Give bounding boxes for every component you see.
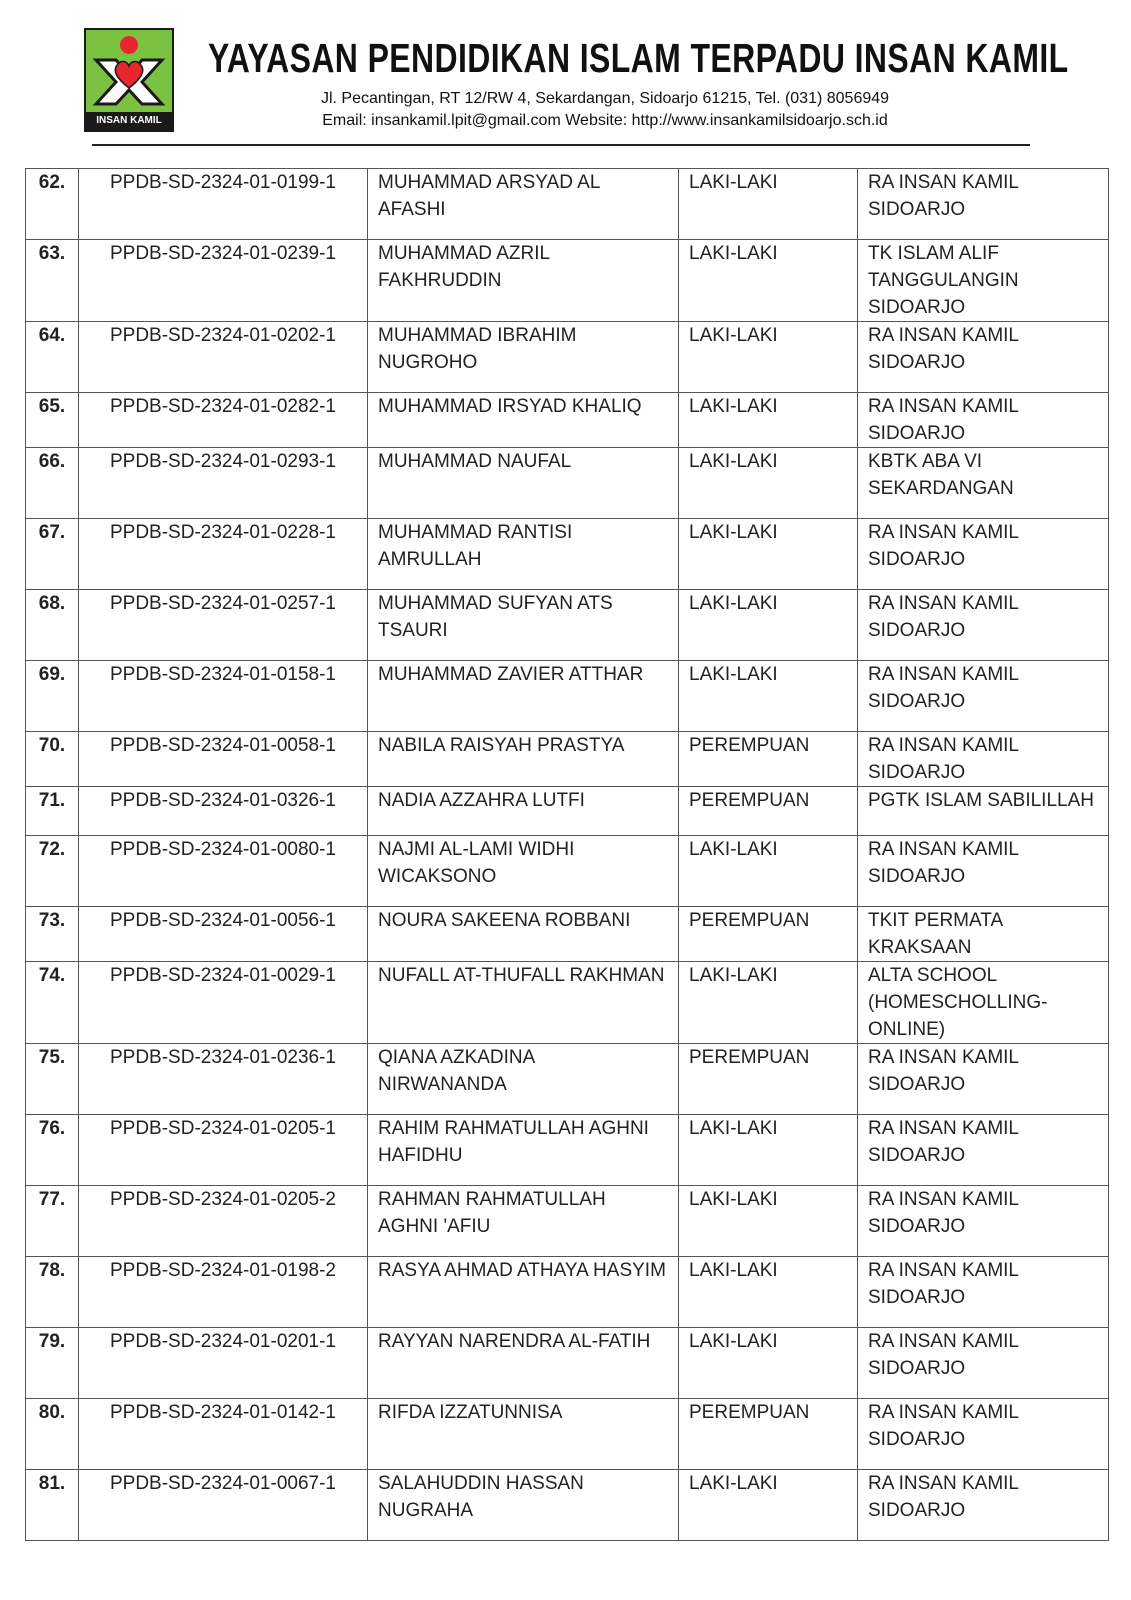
previous-school: RA INSAN KAMIL SIDOARJO bbox=[858, 1470, 1109, 1541]
student-name: MUHAMMAD IBRAHIM NUGROHO bbox=[368, 322, 679, 393]
table-row bbox=[26, 240, 1109, 322]
row-number: 80. bbox=[26, 1399, 79, 1470]
logo-caption: INSAN KAMIL bbox=[86, 112, 172, 130]
table-row bbox=[26, 322, 1109, 393]
previous-school: ALTA SCHOOL (HOMESCHOLLING-ONLINE) bbox=[858, 962, 1109, 1044]
student-gender: PEREMPUAN bbox=[679, 1399, 858, 1470]
registration-number: PPDB-SD-2324-01-0236-1 bbox=[79, 1044, 368, 1115]
row-number: 72. bbox=[26, 836, 79, 907]
registration-number: PPDB-SD-2324-01-0158-1 bbox=[79, 661, 368, 732]
student-name: RIFDA IZZATUNNISA bbox=[368, 1399, 679, 1470]
registration-number: PPDB-SD-2324-01-0199-1 bbox=[79, 169, 368, 240]
registration-number: PPDB-SD-2324-01-0202-1 bbox=[79, 322, 368, 393]
student-name: QIANA AZKADINA NIRWANANDA bbox=[368, 1044, 679, 1115]
previous-school: RA INSAN KAMIL SIDOARJO bbox=[858, 519, 1109, 590]
student-name: NUFALL AT-THUFALL RAKHMAN bbox=[368, 962, 679, 1044]
table-row bbox=[26, 836, 1109, 907]
registration-number: PPDB-SD-2324-01-0198-2 bbox=[79, 1257, 368, 1328]
student-name: MUHAMMAD SUFYAN ATS TSAURI bbox=[368, 590, 679, 661]
row-number: 63. bbox=[26, 240, 79, 322]
table-row bbox=[26, 732, 1109, 787]
table-row bbox=[26, 1470, 1109, 1541]
row-number: 81. bbox=[26, 1470, 79, 1541]
student-gender: LAKI-LAKI bbox=[679, 590, 858, 661]
registration-number: PPDB-SD-2324-01-0239-1 bbox=[79, 240, 368, 322]
previous-school: RA INSAN KAMIL SIDOARJO bbox=[858, 590, 1109, 661]
student-gender: LAKI-LAKI bbox=[679, 1470, 858, 1541]
student-name: RAHMAN RAHMATULLAH AGHNI 'AFIU bbox=[368, 1186, 679, 1257]
registration-number: PPDB-SD-2324-01-0228-1 bbox=[79, 519, 368, 590]
table-row bbox=[26, 1186, 1109, 1257]
row-number: 67. bbox=[26, 519, 79, 590]
previous-school: RA INSAN KAMIL SIDOARJO bbox=[858, 1257, 1109, 1328]
registration-number: PPDB-SD-2324-01-0326-1 bbox=[79, 787, 368, 836]
student-gender: LAKI-LAKI bbox=[679, 519, 858, 590]
letterhead bbox=[0, 0, 1131, 150]
student-gender: LAKI-LAKI bbox=[679, 1115, 858, 1186]
row-number: 75. bbox=[26, 1044, 79, 1115]
row-number: 64. bbox=[26, 322, 79, 393]
row-number: 68. bbox=[26, 590, 79, 661]
student-gender: LAKI-LAKI bbox=[679, 448, 858, 519]
registration-number: PPDB-SD-2324-01-0257-1 bbox=[79, 590, 368, 661]
previous-school: RA INSAN KAMIL SIDOARJO bbox=[858, 1399, 1109, 1470]
previous-school: RA INSAN KAMIL SIDOARJO bbox=[858, 732, 1109, 787]
student-name: RAYYAN NARENDRA AL-FATIH bbox=[368, 1328, 679, 1399]
organization-name: YAYASAN PENDIDIKAN ISLAM TERPADU INSAN KAMIL bbox=[208, 35, 1069, 81]
row-number: 74. bbox=[26, 962, 79, 1044]
row-number: 70. bbox=[26, 732, 79, 787]
student-name: NOURA SAKEENA ROBBANI bbox=[368, 907, 679, 962]
student-gender: LAKI-LAKI bbox=[679, 836, 858, 907]
student-gender: LAKI-LAKI bbox=[679, 1257, 858, 1328]
previous-school: RA INSAN KAMIL SIDOARJO bbox=[858, 322, 1109, 393]
table-row bbox=[26, 1399, 1109, 1470]
registration-number: PPDB-SD-2324-01-0282-1 bbox=[79, 393, 368, 448]
student-name: RASYA AHMAD ATHAYA HASYIM bbox=[368, 1257, 679, 1328]
previous-school: TKIT PERMATA KRAKSAAN bbox=[858, 907, 1109, 962]
table-row bbox=[26, 169, 1109, 240]
table-row bbox=[26, 787, 1109, 836]
student-gender: LAKI-LAKI bbox=[679, 1328, 858, 1399]
table-row bbox=[26, 1044, 1109, 1115]
previous-school: PGTK ISLAM SABILILLAH bbox=[858, 787, 1109, 836]
table-row bbox=[26, 1115, 1109, 1186]
registration-number: PPDB-SD-2324-01-0080-1 bbox=[79, 836, 368, 907]
row-number: 77. bbox=[26, 1186, 79, 1257]
registration-number: PPDB-SD-2324-01-0142-1 bbox=[79, 1399, 368, 1470]
registration-number: PPDB-SD-2324-01-0205-2 bbox=[79, 1186, 368, 1257]
registration-number: PPDB-SD-2324-01-0293-1 bbox=[79, 448, 368, 519]
student-name: MUHAMMAD ZAVIER ATTHAR bbox=[368, 661, 679, 732]
registration-number: PPDB-SD-2324-01-0029-1 bbox=[79, 962, 368, 1044]
row-number: 78. bbox=[26, 1257, 79, 1328]
student-gender: LAKI-LAKI bbox=[679, 240, 858, 322]
student-gender: LAKI-LAKI bbox=[679, 393, 858, 448]
student-roster-table bbox=[25, 168, 1109, 1541]
previous-school: KBTK ABA VI SEKARDANGAN bbox=[858, 448, 1109, 519]
logo-emblem-icon bbox=[86, 30, 172, 112]
student-name: MUHAMMAD RANTISI AMRULLAH bbox=[368, 519, 679, 590]
student-gender: LAKI-LAKI bbox=[679, 1186, 858, 1257]
student-name: MUHAMMAD ARSYAD AL AFASHI bbox=[368, 169, 679, 240]
contact-line: Email: insankamil.lpit@gmail.com Website: http://www.insankamilsidoarjo.sch.id bbox=[322, 112, 888, 129]
previous-school: RA INSAN KAMIL SIDOARJO bbox=[858, 1186, 1109, 1257]
table-row bbox=[26, 661, 1109, 732]
student-name: MUHAMMAD AZRIL FAKHRUDDIN bbox=[368, 240, 679, 322]
table-row bbox=[26, 1257, 1109, 1328]
table-row bbox=[26, 519, 1109, 590]
student-name: SALAHUDDIN HASSAN NUGRAHA bbox=[368, 1470, 679, 1541]
student-name: NABILA RAISYAH PRASTYA bbox=[368, 732, 679, 787]
table-row bbox=[26, 590, 1109, 661]
row-number: 71. bbox=[26, 787, 79, 836]
previous-school: TK ISLAM ALIF TANGGULANGIN SIDOARJO bbox=[858, 240, 1109, 322]
student-gender: LAKI-LAKI bbox=[679, 169, 858, 240]
previous-school: RA INSAN KAMIL SIDOARJO bbox=[858, 1115, 1109, 1186]
table-row bbox=[26, 962, 1109, 1044]
registration-number: PPDB-SD-2324-01-0205-1 bbox=[79, 1115, 368, 1186]
student-gender: LAKI-LAKI bbox=[679, 322, 858, 393]
previous-school: RA INSAN KAMIL SIDOARJO bbox=[858, 661, 1109, 732]
row-number: 76. bbox=[26, 1115, 79, 1186]
row-number: 73. bbox=[26, 907, 79, 962]
student-gender: PEREMPUAN bbox=[679, 732, 858, 787]
table-row bbox=[26, 393, 1109, 448]
student-gender: LAKI-LAKI bbox=[679, 661, 858, 732]
registration-number: PPDB-SD-2324-01-0056-1 bbox=[79, 907, 368, 962]
row-number: 65. bbox=[26, 393, 79, 448]
student-name: MUHAMMAD NAUFAL bbox=[368, 448, 679, 519]
previous-school: RA INSAN KAMIL SIDOARJO bbox=[858, 1044, 1109, 1115]
organization-address bbox=[230, 88, 980, 132]
student-gender: PEREMPUAN bbox=[679, 907, 858, 962]
student-name: RAHIM RAHMATULLAH AGHNI HAFIDHU bbox=[368, 1115, 679, 1186]
student-gender: PEREMPUAN bbox=[679, 1044, 858, 1115]
row-number: 66. bbox=[26, 448, 79, 519]
student-name: MUHAMMAD IRSYAD KHALIQ bbox=[368, 393, 679, 448]
address-line: Jl. Pecantingan, RT 12/RW 4, Sekardangan, Sidoarjo 61215, Tel. (031) 8056949 bbox=[320, 90, 890, 107]
student-name: NADIA AZZAHRA LUTFI bbox=[368, 787, 679, 836]
student-name: NAJMI AL-LAMI WIDHI WICAKSONO bbox=[368, 836, 679, 907]
table-row bbox=[26, 448, 1109, 519]
registration-number: PPDB-SD-2324-01-0067-1 bbox=[79, 1470, 368, 1541]
previous-school: RA INSAN KAMIL SIDOARJO bbox=[858, 393, 1109, 448]
insan-kamil-logo bbox=[84, 28, 174, 132]
student-gender: LAKI-LAKI bbox=[679, 962, 858, 1044]
previous-school: RA INSAN KAMIL SIDOARJO bbox=[858, 1328, 1109, 1399]
registration-number: PPDB-SD-2324-01-0201-1 bbox=[79, 1328, 368, 1399]
student-gender: PEREMPUAN bbox=[679, 787, 858, 836]
table-row bbox=[26, 907, 1109, 962]
row-number: 79. bbox=[26, 1328, 79, 1399]
previous-school: RA INSAN KAMIL SIDOARJO bbox=[858, 836, 1109, 907]
header-divider bbox=[92, 144, 1030, 146]
row-number: 69. bbox=[26, 661, 79, 732]
table-row bbox=[26, 1328, 1109, 1399]
row-number: 62. bbox=[26, 169, 79, 240]
previous-school: RA INSAN KAMIL SIDOARJO bbox=[858, 169, 1109, 240]
registration-number: PPDB-SD-2324-01-0058-1 bbox=[79, 732, 368, 787]
